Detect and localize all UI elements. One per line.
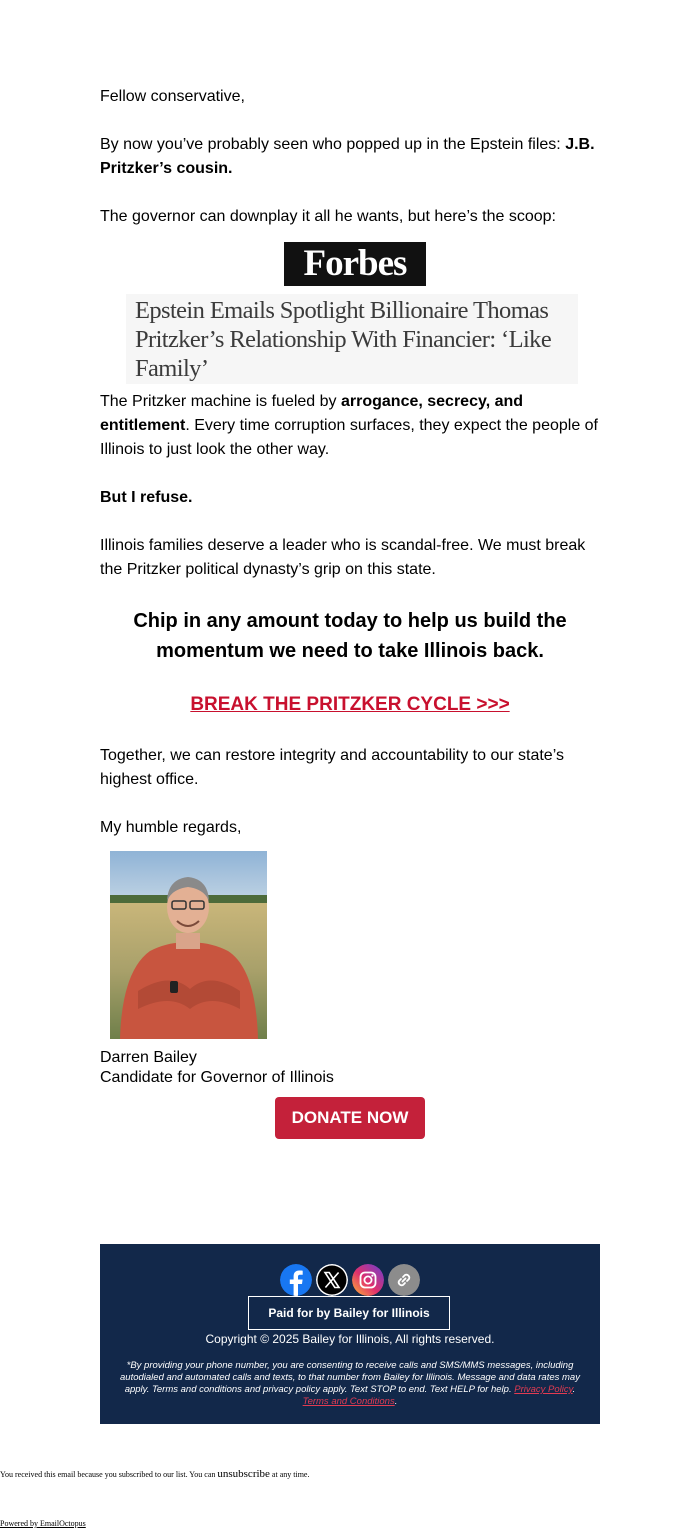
powered-by-link[interactable]: Powered by EmailOctopus [0, 1519, 86, 1528]
seen-bold: J.B. Pritzker’s cousin. [100, 136, 595, 177]
copyright: Copyright © 2025 Bailey for Illinois, All rights reserved. [205, 1332, 495, 1346]
link-icon[interactable] [388, 1264, 420, 1296]
paragraph-families: Illinois families deserve a leader who is scandal-free. We must break the Pritzker political dynasty’s grip on this state. [100, 537, 586, 578]
paid-for-notice: Paid for by Bailey for Illinois [248, 1296, 450, 1330]
machine-pre: The Pritzker machine is fueled by [100, 393, 341, 410]
machine-post: . Every time corruption surfaces, they expect the people of Illinois to just look the other way. [100, 417, 598, 458]
paragraph-machine [100, 390, 600, 462]
break-cycle-link[interactable]: BREAK THE PRITZKER CYCLE >>> [190, 694, 510, 715]
paragraph-refuse [100, 486, 600, 510]
refuse-text: But I refuse. [100, 489, 193, 506]
privacy-policy-link[interactable]: Privacy Policy [514, 1384, 573, 1395]
footer [100, 1244, 600, 1424]
cta-heading: Chip in any amount today to help us build the momentum we need to take Illinois back. [133, 610, 567, 662]
unsubscribe-link[interactable]: unsubscribe [217, 1468, 270, 1480]
disclaimer-end: . [394, 1396, 398, 1407]
paragraph-epstein-files [100, 133, 600, 181]
received-pre: You received this email because you subscribed to our list. You can [0, 1470, 218, 1479]
paragraph-together: Together, we can restore integrity and accountability to our state’s highest office. [100, 747, 564, 788]
terms-link[interactable]: Terms and Conditions [302, 1396, 395, 1407]
seen-text: By now you’ve probably seen who popped up in the Epstein files: [100, 136, 566, 153]
facebook-icon[interactable] [280, 1264, 312, 1296]
candidate-photo [110, 851, 267, 1039]
subscription-notice [0, 1468, 309, 1481]
greeting: Fellow conservative, [100, 88, 245, 105]
paragraph-scoop: The governor can downplay it all he wants, but here’s the scoop: [100, 208, 556, 225]
disclaimer-separator: . [572, 1384, 576, 1395]
instagram-icon[interactable] [352, 1264, 384, 1296]
forbes-logo[interactable]: Forbes [284, 242, 426, 286]
cta-link-container [100, 692, 600, 718]
disclaimer-text: *By providing your phone number, you are consenting to receive calls and SMS/MMS messages, including autodialed and automated calls and texts, to that number from Bailey for Illinois. Message and data rates may apply. Terms and conditions and privacy policy apply. Text STOP to end. Text HELP for help. [120, 1360, 580, 1395]
forbes-headline[interactable]: Epstein Emails Spotlight Billionaire Thomas Pritzker’s Relationship With Financier: ‘Like Family’ [126, 294, 578, 384]
sms-disclaimer [114, 1360, 586, 1408]
donate-now-button[interactable]: DONATE NOW [275, 1097, 425, 1139]
x-icon[interactable] [316, 1264, 348, 1296]
sign-off: My humble regards, [100, 819, 242, 836]
machine-bold: arrogance, secrecy, and entitlement [100, 393, 524, 434]
received-post: at any time. [269, 1470, 310, 1479]
signer-name: Darren Bailey [100, 1049, 197, 1066]
signer-title: Candidate for Governor of Illinois [100, 1069, 334, 1086]
